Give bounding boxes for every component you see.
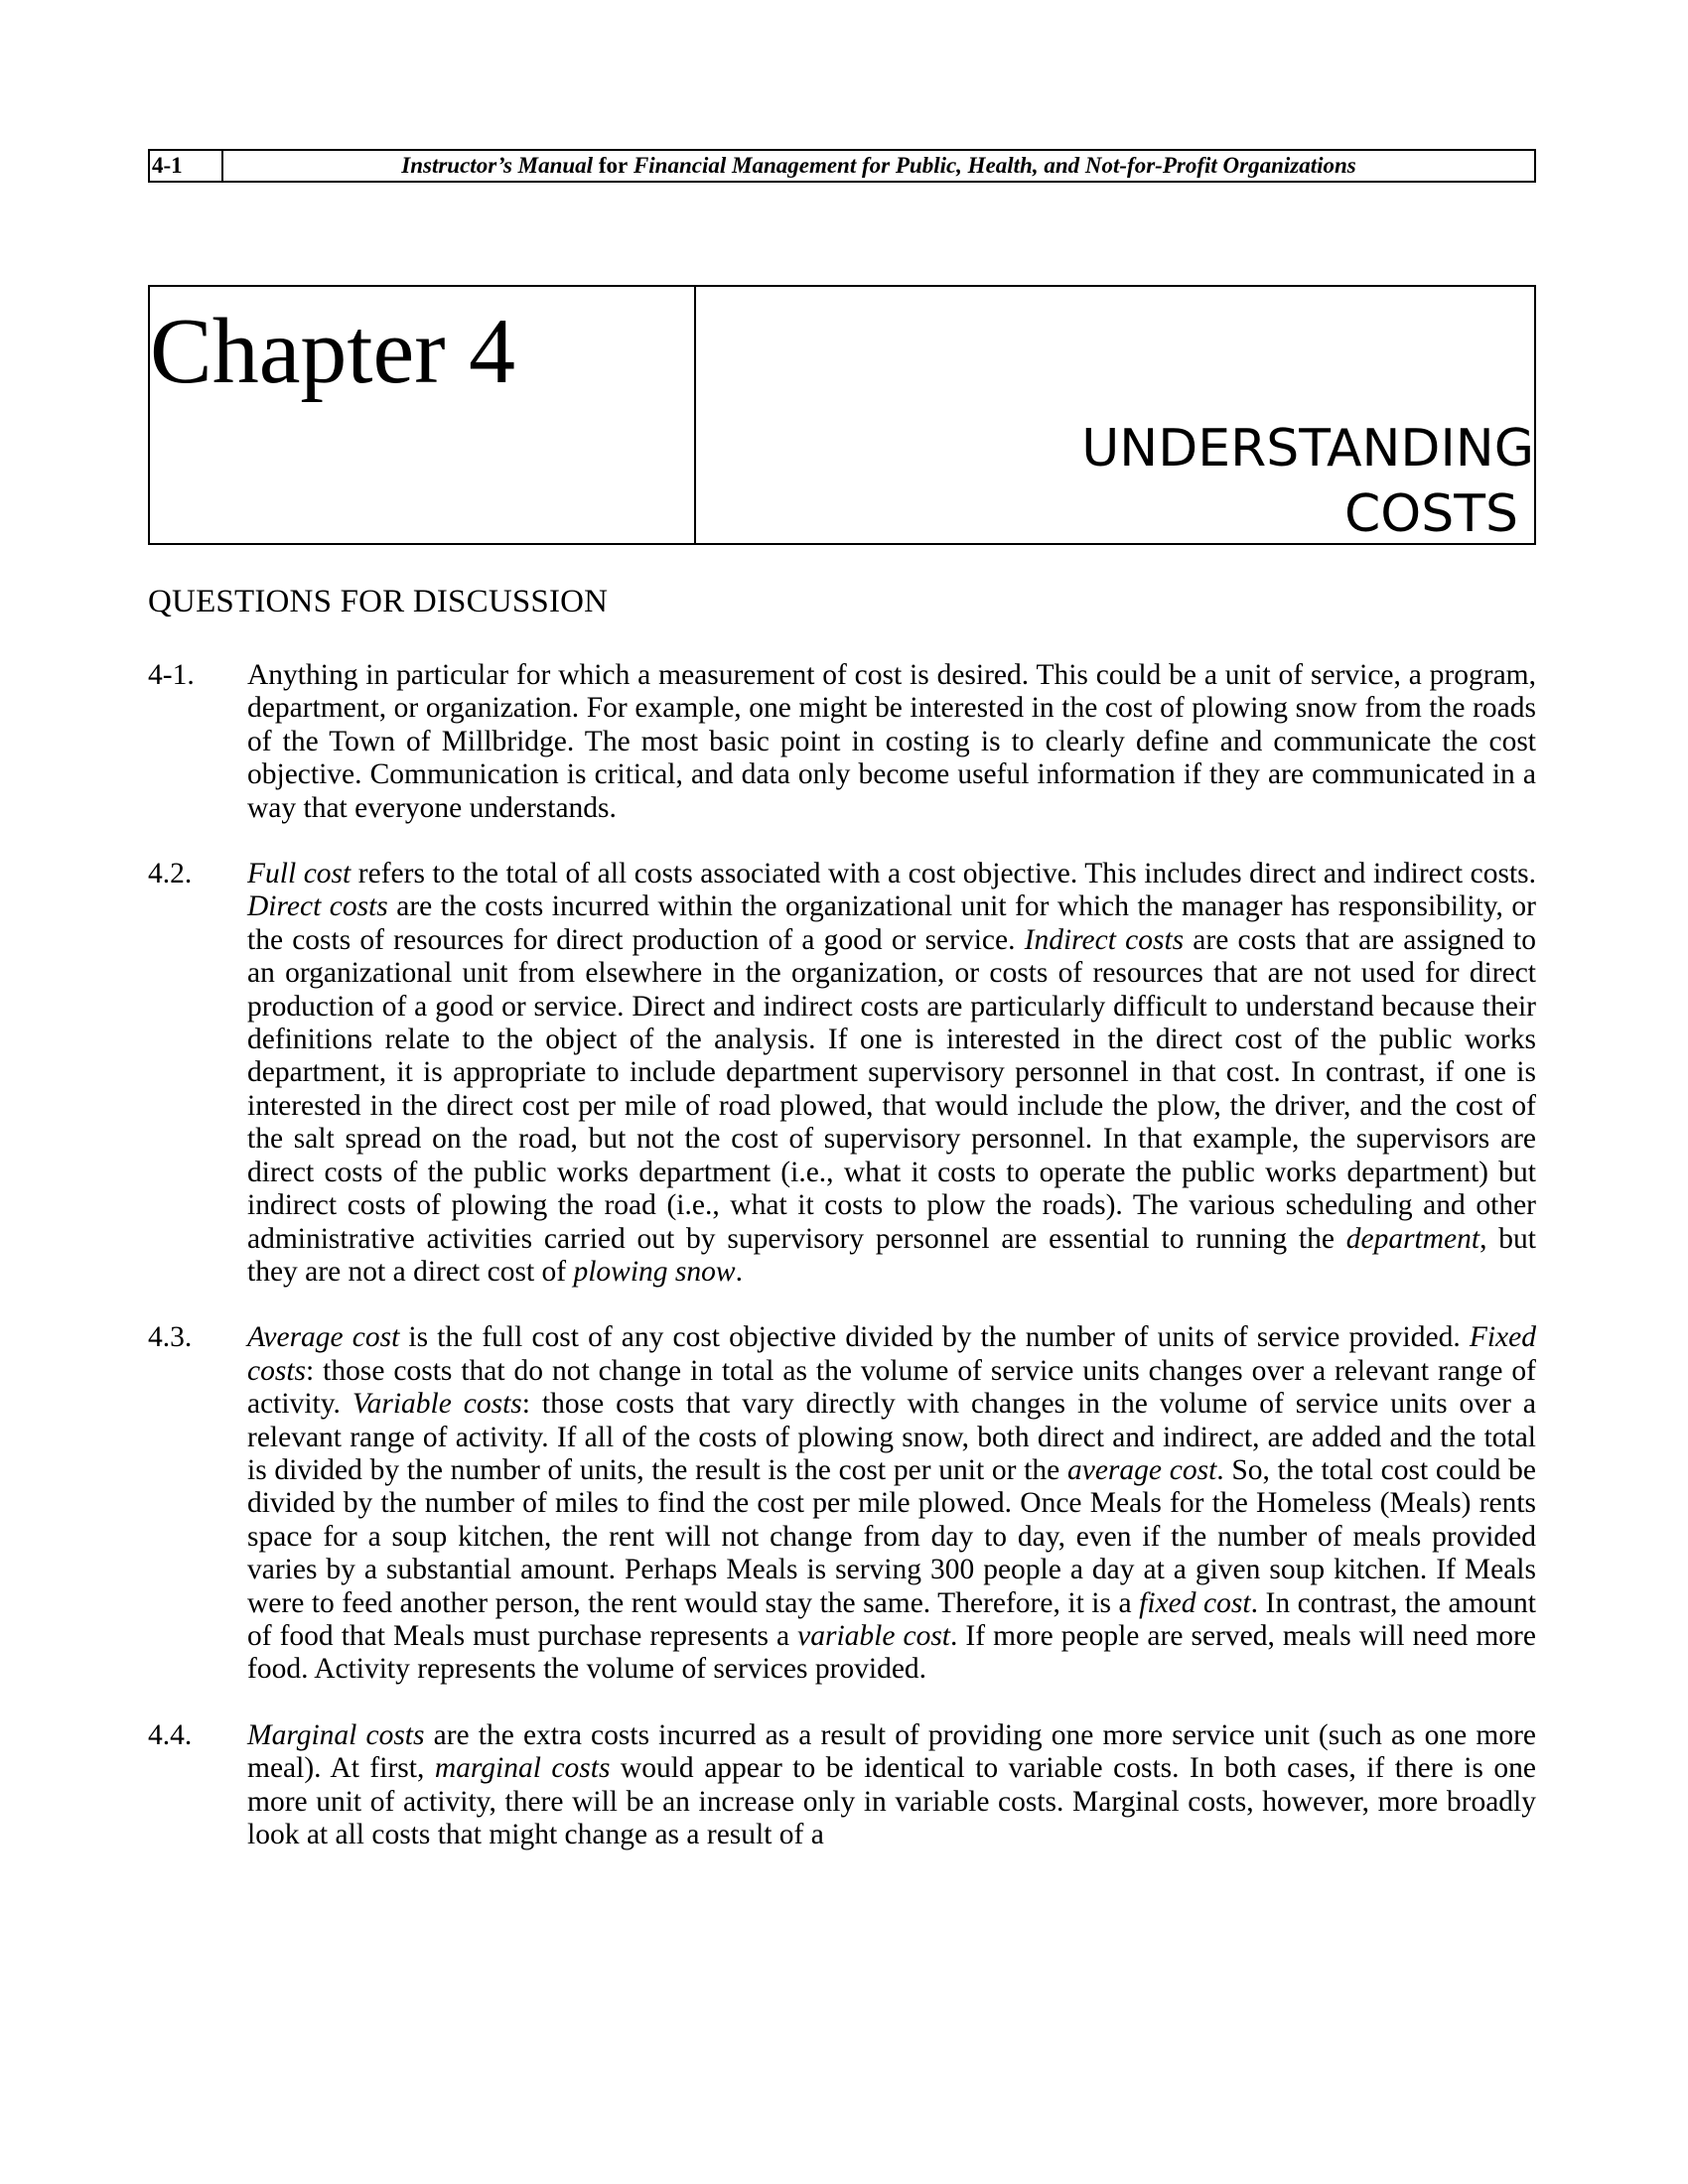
answer-text <box>247 1719 1536 1852</box>
answer-term: Marginal costs <box>247 1718 425 1751</box>
answer-item <box>148 659 1536 825</box>
answer-list <box>148 659 1536 1884</box>
chapter-number-cell <box>150 287 696 543</box>
answer-number: 4.3. <box>148 1321 193 1354</box>
answer-item <box>148 858 1536 1289</box>
chapter-title-line-1: UNDERSTANDING <box>1081 419 1534 478</box>
answer-text <box>247 659 1536 825</box>
answer-text-segment: are costs that are assigned to an organizational unit from elsewhere in the organization, or costs of resources that are not used for direct production of a good or service. Direct and indirect costs are particularly difficult to understand because their definitions relate to the object of the analysis. If one is interested in the direct cost of the public works department, it is appropriate to include department supervisory personnel in that cost. In contrast, if one is interested in the direct cost per mile of road plowed, that would include the plow, the driver, and the cost of the salt spread on the road, but not the cost of supervisory personnel. In that example, the supervisors are direct costs of the public works department (i.e., what it costs to operate the public works department) but indirect costs of plowing the road (i.e., what it costs to plow the roads). The various scheduling and other administrative activities carried out by supervisory personnel are essential to running the <box>247 923 1536 1255</box>
answer-term: variable cost <box>797 1619 951 1652</box>
answer-text-segment: is the full cost of any cost objective divided by the number of units of service provided. <box>399 1321 1470 1354</box>
answer-text-segment: are the costs incurred within the organizational unit for which the manager has responsibility, or the costs of resources for direct production of a good or service. <box>247 890 1536 956</box>
answer-term: Direct costs <box>247 890 388 923</box>
header-book-name: Financial Management for Public, Health, and Not-for-Profit Organizations <box>633 153 1356 178</box>
answer-text-segment: , but they are not a direct cost of <box>247 1222 1536 1288</box>
answer-term: fixed cost <box>1139 1586 1251 1619</box>
answer-term: department <box>1345 1222 1480 1255</box>
answer-item <box>148 1719 1536 1852</box>
answer-term: plowing snow <box>573 1255 736 1288</box>
header-page-number: 4-1 <box>150 151 223 181</box>
header-book-title <box>223 153 1534 179</box>
answer-text-segment: : those costs that do not change in total as the volume of service units changes over a relevant range of activity. <box>247 1354 1536 1421</box>
answer-text-segment: . In contrast, the amount of food that Meals must purchase represents a <box>247 1586 1536 1652</box>
chapter-title-cell <box>696 287 1534 543</box>
answer-term: average cost <box>1067 1453 1217 1486</box>
answer-term: marginal costs <box>434 1752 611 1785</box>
header-manual-title: Instructor’s Manual <box>401 153 594 178</box>
answer-term: Average cost <box>247 1321 400 1354</box>
answer-text <box>247 1321 1536 1686</box>
chapter-number: Chapter 4 <box>150 300 516 403</box>
answer-number: 4.2. <box>148 858 193 890</box>
header-for: for <box>598 153 629 178</box>
answer-text-segment: . <box>735 1255 743 1288</box>
answer-number: 4.4. <box>148 1718 193 1751</box>
answer-text <box>247 858 1536 1289</box>
answer-item <box>148 1321 1536 1686</box>
answer-text-segment: . If more people are served, meals will need more food. Activity represents the volume of services provided. <box>247 1619 1536 1686</box>
answer-text-segment: Anything in particular for which a measurement of cost is desired. This could be a unit of service, a program, department, or organization. For example, one might be interested in the cost of plowing snow from the roads of the Town of Millbridge. The most basic point in costing is to clearly define and communicate the cost objective. Communication is critical, and data only become useful information if they are communicated in a way that everyone understands. <box>247 659 1536 824</box>
answer-number: 4-1. <box>148 659 195 691</box>
answer-text-segment: refers to the total of all costs associated with a cost objective. This includes direct and indirect costs. <box>351 858 1536 890</box>
answer-term: Variable costs <box>352 1388 522 1421</box>
answer-text-segment: are the extra costs incurred as a result of providing one more service unit (such as one more meal). At first, <box>247 1718 1537 1785</box>
chapter-title <box>978 416 1534 547</box>
answer-term: Full cost <box>247 858 352 890</box>
answer-text-segment: . So, the total cost could be divided by the number of miles to find the cost per mile plowed. Once Meals for the Homeless (Meals) rents space for a soup kitchen, the rent will not change from day to day, even if the number of meals provided varies by a substantial amount. Perhaps Meals is serving 300 people a day at a given soup kitchen. If Meals were to feed another person, the rent would stay the same. Therefore, it is a <box>247 1453 1537 1619</box>
chapter-title-line-2: COSTS <box>1343 484 1518 544</box>
running-header <box>148 149 1536 183</box>
chapter-title-box <box>148 285 1536 545</box>
section-heading: QUESTIONS FOR DISCUSSION <box>148 584 609 619</box>
answer-text-segment: would appear to be identical to variable costs. In both cases, if there is one more unit of activity, there will be an increase only in variable costs. Marginal costs, however, more broadly look at all costs that might change as a result of a <box>247 1752 1536 1850</box>
answer-term: Fixed costs <box>247 1321 1536 1387</box>
answer-term: Indirect costs <box>1024 923 1185 956</box>
answer-text-segment: : those costs that vary directly with changes in the volume of service units over a relevant range of activity. If all of the costs of plowing snow, both direct and indirect, are added and the total is divided by the number of units, the result is the cost per unit or the <box>247 1388 1536 1486</box>
